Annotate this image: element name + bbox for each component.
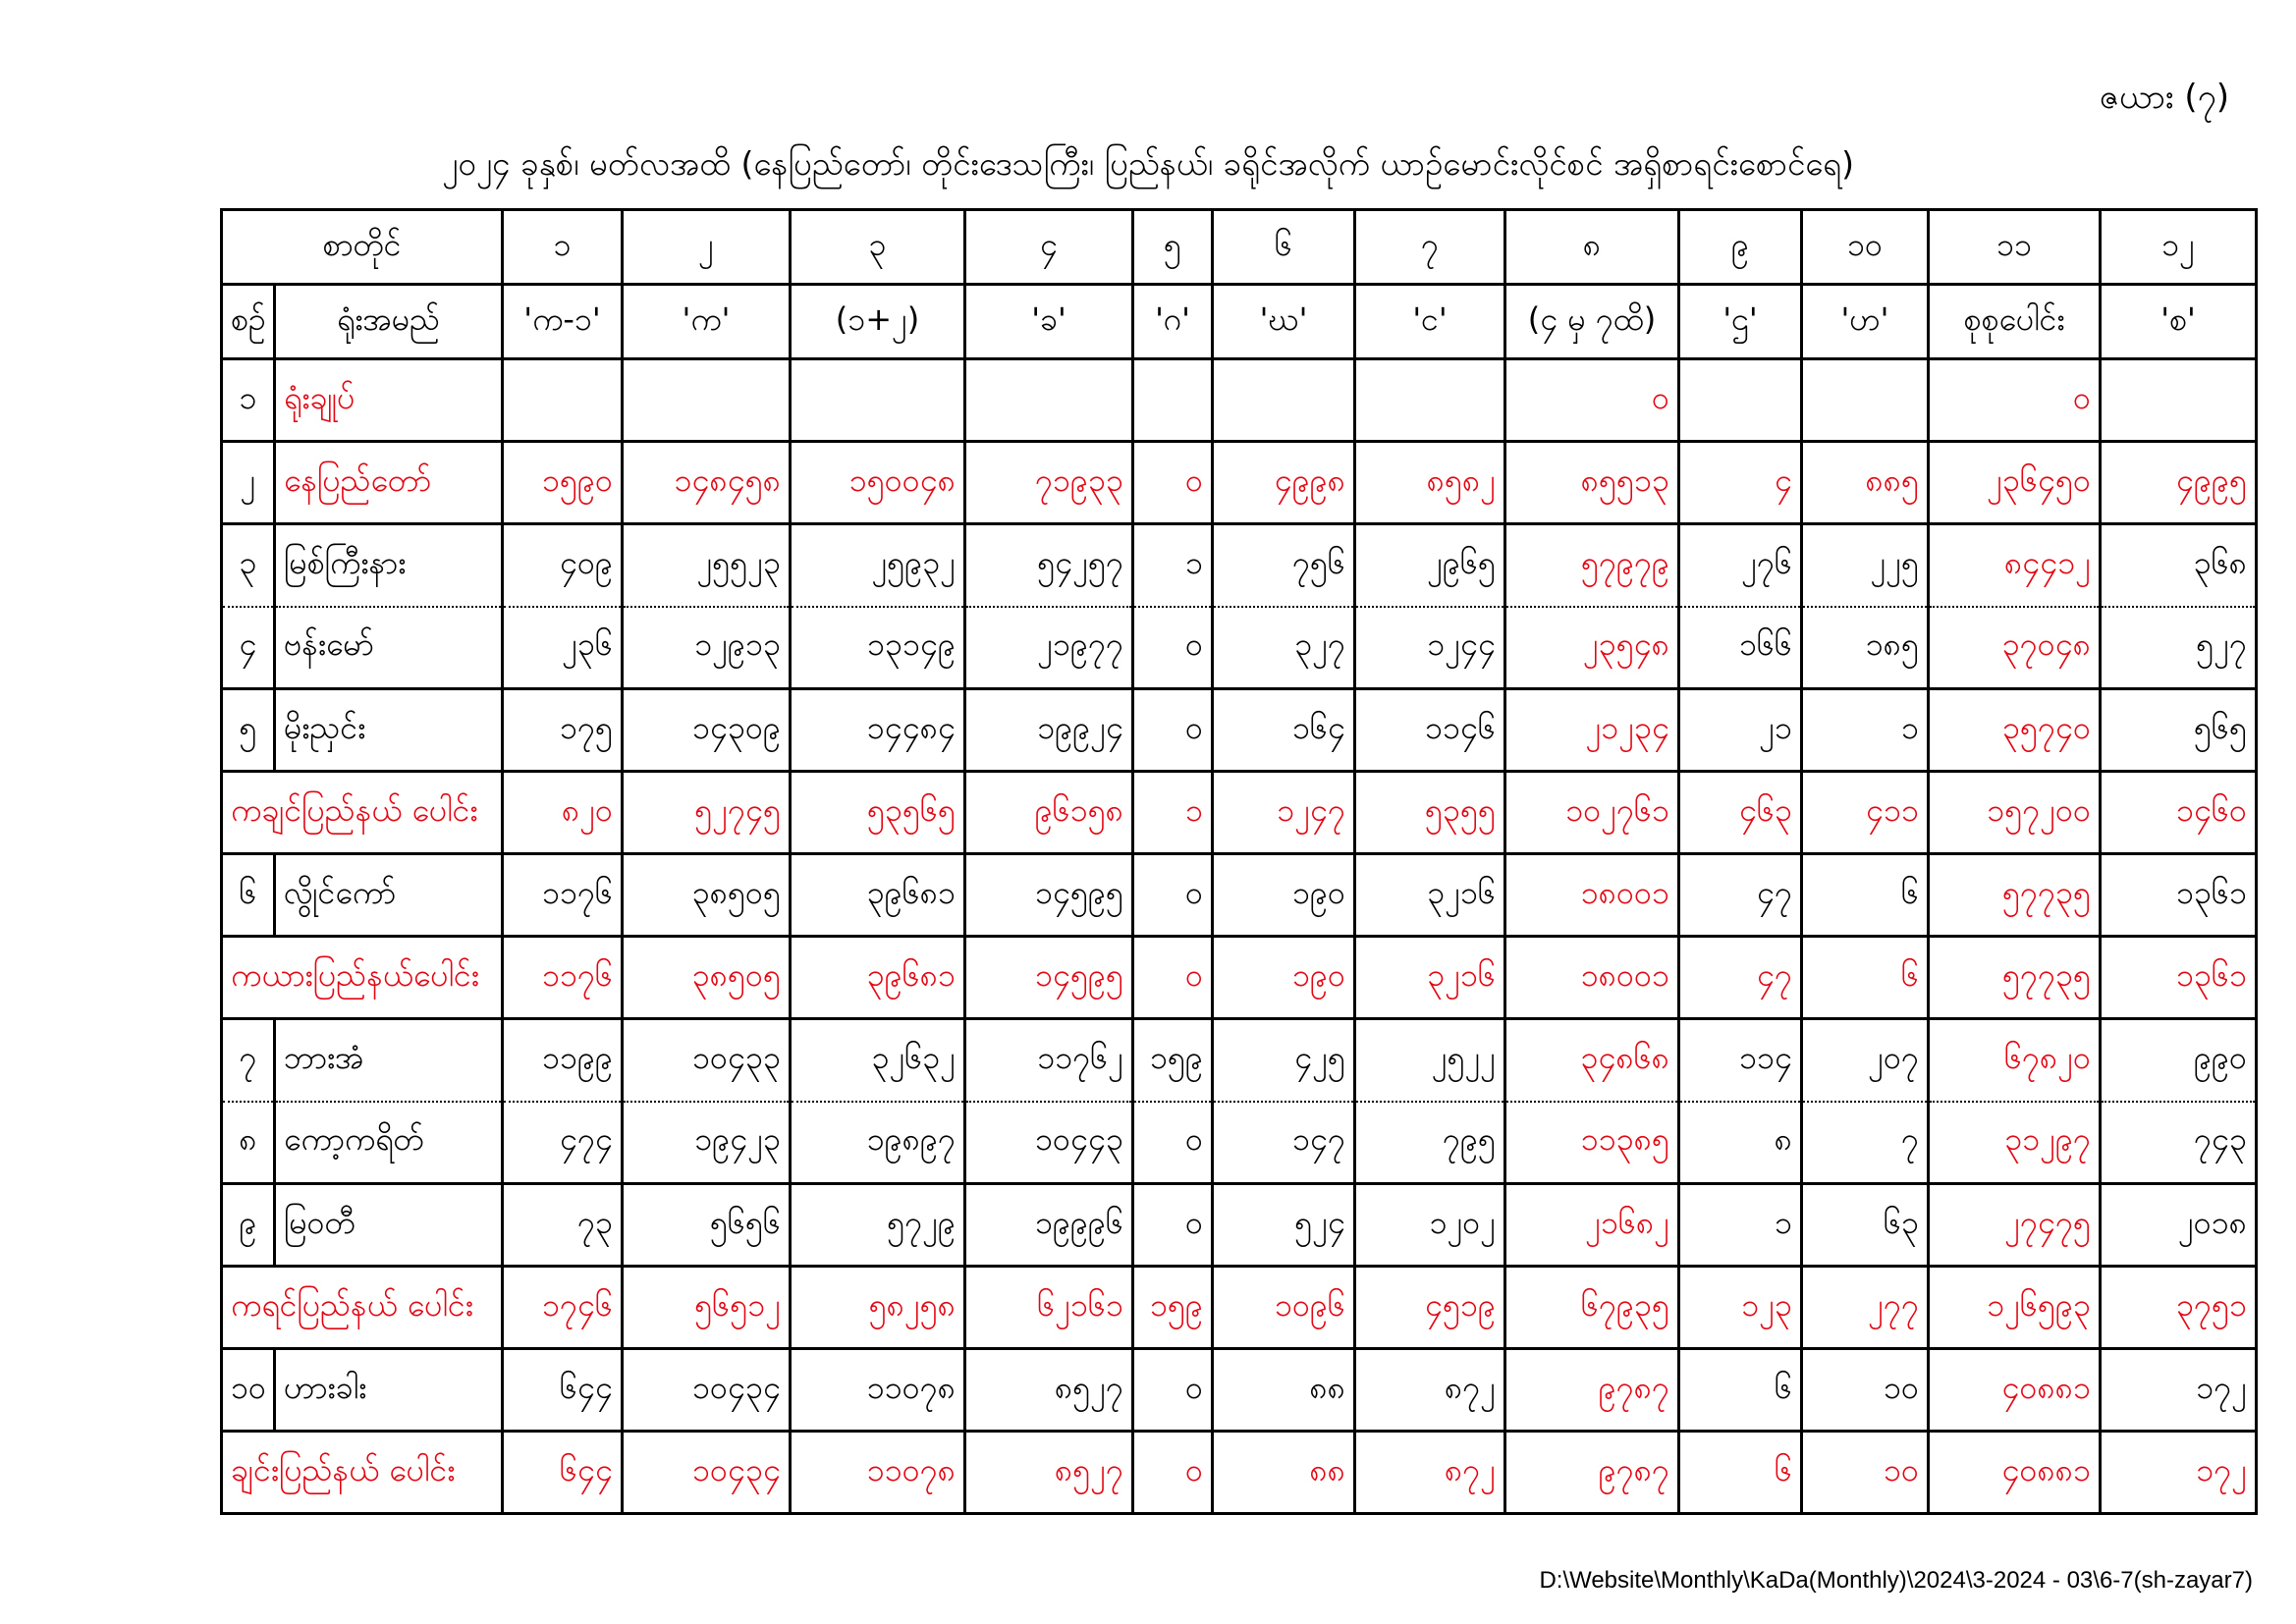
value-cell: ၆၄၄ — [503, 1432, 623, 1514]
value-cell: ၅၂၇၄၅ — [623, 772, 791, 854]
table-row — [222, 359, 2257, 442]
value-cell: ၁၇၄၆ — [503, 1267, 623, 1349]
value-cell: ၁၄၅၉၅ — [965, 937, 1133, 1019]
value-cell: ၃၇၅၁ — [2101, 1267, 2257, 1349]
value-cell: ၁၁၇၆ — [503, 937, 623, 1019]
value-cell: ၄၁၁ — [1802, 772, 1929, 854]
col-code: 'ဟ' — [1802, 285, 1929, 359]
table-row — [222, 1102, 2257, 1184]
value-cell: ၁၇၅ — [503, 689, 623, 772]
serial-number: ၄ — [222, 607, 275, 689]
office-name: မြဝတီ — [275, 1184, 503, 1267]
value-cell: ၁၄၅၉၅ — [965, 854, 1133, 937]
table-row — [222, 442, 2257, 524]
value-cell: ၁၄၈၄၅၈ — [623, 442, 791, 524]
serial-number: ၆ — [222, 854, 275, 937]
col-code: 'င' — [1355, 285, 1505, 359]
column-code-row — [222, 285, 2257, 359]
table-row — [222, 1019, 2257, 1102]
value-cell: ၅၂၇ — [2101, 607, 2257, 689]
value-cell: ၁၅၉ — [1133, 1019, 1213, 1102]
value-cell: ၈၅၂၇ — [965, 1349, 1133, 1432]
serial-number: ၇ — [222, 1019, 275, 1102]
value-cell: ၁၅၉ — [1133, 1267, 1213, 1349]
value-cell: ၂၂၅ — [1802, 524, 1929, 607]
value-cell: ၈၇၂ — [1355, 1349, 1505, 1432]
value-cell: ၂၃၆၄၅၀ — [1929, 442, 2101, 524]
value-cell: ၃၂၆၃၂ — [791, 1019, 965, 1102]
value-cell: ၅၆၅၆ — [623, 1184, 791, 1267]
value-cell: ၄၉၉၅ — [2101, 442, 2257, 524]
value-cell: ၄၉၉၈ — [1213, 442, 1355, 524]
value-cell: ၃၄၈၆၈ — [1505, 1019, 1679, 1102]
value-cell: ၆၄၄ — [503, 1349, 623, 1432]
office-name: ရုံးချုပ် — [275, 359, 503, 442]
col-code: (၄ မှ ၇ထိ) — [1505, 285, 1679, 359]
table-row-subtotal — [222, 1267, 2257, 1349]
value-cell — [1355, 359, 1505, 442]
col-number: ၂ — [623, 210, 791, 285]
value-cell: ၁၁၄ — [1679, 1019, 1802, 1102]
value-cell: ၃၂၁၆ — [1355, 854, 1505, 937]
col-number: ၉ — [1679, 210, 1802, 285]
serial-number: ၃ — [222, 524, 275, 607]
value-cell: ၂၇၇ — [1802, 1267, 1929, 1349]
value-cell: ၁၀၄၃၃ — [623, 1019, 791, 1102]
col-code: 'ဃ' — [1213, 285, 1355, 359]
value-cell: ၁၄၇ — [1213, 1102, 1355, 1184]
value-cell: ၈၄၄၁၂ — [1929, 524, 2101, 607]
value-cell: ၁ — [1133, 772, 1213, 854]
value-cell: ၆ — [1679, 1432, 1802, 1514]
value-cell: ၈၅၅၁၃ — [1505, 442, 1679, 524]
value-cell: ၁၄၃၀၉ — [623, 689, 791, 772]
value-cell: ၂၅၅၂၃ — [623, 524, 791, 607]
value-cell: ၈ — [1679, 1102, 1802, 1184]
value-cell: ၄၅၁၉ — [1355, 1267, 1505, 1349]
serial-number: ၉ — [222, 1184, 275, 1267]
office-name: ဗန်းမော် — [275, 607, 503, 689]
page-title: ၂၀၂၄ ခုနှစ်၊ မတ်လအထိ (နေပြည်တော်၊ တိုင်းဒေသကြီး၊ ပြည်နယ်၊ ခရိုင်အလိုက် ယာဉ်မောင်းလိုင်စင် အရှိစာရင်းစောင်ရေ) — [441, 144, 1854, 183]
value-cell: ၃၂၁၆ — [1355, 937, 1505, 1019]
value-cell: ၉၇၈၇ — [1505, 1349, 1679, 1432]
col-code: 'ဌ' — [1679, 285, 1802, 359]
value-cell: ၄ — [1679, 442, 1802, 524]
value-cell — [503, 359, 623, 442]
value-cell: ၈၈ — [1213, 1349, 1355, 1432]
table-row — [222, 689, 2257, 772]
value-cell: ၁၂၉၁၃ — [623, 607, 791, 689]
value-cell: ၁၀၉၆ — [1213, 1267, 1355, 1349]
value-cell: ၁၉၉၂၄ — [965, 689, 1133, 772]
value-cell: ၃၉၆၈၁ — [791, 937, 965, 1019]
value-cell: ၂၀၁၈ — [2101, 1184, 2257, 1267]
value-cell — [1802, 359, 1929, 442]
value-cell: ၅၈၂၅၈ — [791, 1267, 965, 1349]
value-cell: ၆ — [1679, 1349, 1802, 1432]
value-cell: ၁ — [1133, 524, 1213, 607]
value-cell: ၈၅၂၇ — [965, 1432, 1133, 1514]
table-body — [222, 359, 2257, 1514]
value-cell — [1133, 359, 1213, 442]
value-cell: ၂၃၅၄၈ — [1505, 607, 1679, 689]
value-cell: ၃၁၂၉၇ — [1929, 1102, 2101, 1184]
subtotal-label: ကယားပြည်နယ်ပေါင်း — [222, 937, 503, 1019]
subtotal-label: ကချင်ပြည်နယ် ပေါင်း — [222, 772, 503, 854]
table-row — [222, 1184, 2257, 1267]
value-cell: ၄၀၉ — [503, 524, 623, 607]
value-cell: ၇၄၃ — [2101, 1102, 2257, 1184]
table-row — [222, 524, 2257, 607]
col-code: 'က-၁' — [503, 285, 623, 359]
value-cell: ၁၉၀ — [1213, 937, 1355, 1019]
office-name: ဟားခါး — [275, 1349, 503, 1432]
value-cell: ၀ — [1505, 359, 1679, 442]
col-code: 'ခ' — [965, 285, 1133, 359]
value-cell: ၁၀၄၃၄ — [623, 1432, 791, 1514]
serial-number: ၂ — [222, 442, 275, 524]
value-cell: ၂၅၂၂ — [1355, 1019, 1505, 1102]
serial-number: ၁ — [222, 359, 275, 442]
serial-number: ၅ — [222, 689, 275, 772]
value-cell: ၇၅၆ — [1213, 524, 1355, 607]
value-cell: ၅၆၅ — [2101, 689, 2257, 772]
col-code: 'စ' — [2101, 285, 2257, 359]
col-number: ၆ — [1213, 210, 1355, 285]
value-cell: ၁၃၆၁ — [2101, 854, 2257, 937]
value-cell: ၁၂၆၅၉၃ — [1929, 1267, 2101, 1349]
value-cell: ၁၁၀၇၈ — [791, 1432, 965, 1514]
value-cell: ၁၇၂ — [2101, 1432, 2257, 1514]
file-path-footer: D:\Website\Monthly\KaDa(Monthly)\2024\3-2024 - 03\6-7(sh-zayar7) — [1539, 1567, 2253, 1594]
value-cell: ၂၇၆ — [1679, 524, 1802, 607]
value-cell: ၄၂၅ — [1213, 1019, 1355, 1102]
value-cell: ၁၅၉၀ — [503, 442, 623, 524]
value-cell: ၄၆၃ — [1679, 772, 1802, 854]
office-name: ဘားအံ — [275, 1019, 503, 1102]
col-number: ၁၀ — [1802, 210, 1929, 285]
value-cell: ၃၉၆၈၁ — [791, 854, 965, 937]
value-cell: ၇၉၅ — [1355, 1102, 1505, 1184]
value-cell: ၁၀ — [1802, 1432, 1929, 1514]
value-cell: ၅၂၄ — [1213, 1184, 1355, 1267]
license-table — [220, 208, 2258, 1515]
value-cell: ၀ — [1133, 1349, 1213, 1432]
col-code: စုစုပေါင်း — [1929, 285, 2101, 359]
value-cell: ၁၁၃၈၅ — [1505, 1102, 1679, 1184]
value-cell: ၁၅၀၀၄၈ — [791, 442, 965, 524]
table-row-subtotal — [222, 937, 2257, 1019]
office-name: နေပြည်တော် — [275, 442, 503, 524]
col-number: ၁ — [503, 210, 623, 285]
value-cell: ၁၀၂၇၆၁ — [1505, 772, 1679, 854]
value-cell: ၂၁၉၇၇ — [965, 607, 1133, 689]
value-cell: ၀ — [1133, 1184, 1213, 1267]
value-cell: ၃၈၅၀၅ — [623, 937, 791, 1019]
value-cell: ၅၃၅၆၅ — [791, 772, 965, 854]
table-row-subtotal — [222, 1432, 2257, 1514]
value-cell: ၁၁၇၆၂ — [965, 1019, 1133, 1102]
value-cell: ၂၃၆ — [503, 607, 623, 689]
value-cell: ၁၉၈၉၇ — [791, 1102, 965, 1184]
value-cell: ၂၇၄၇၅ — [1929, 1184, 2101, 1267]
value-cell: ၀ — [1133, 442, 1213, 524]
table-number-label: ဇယား (၇) — [2099, 78, 2229, 117]
value-cell: ၅၇၉၇၉ — [1505, 524, 1679, 607]
value-cell: ၇၁၉၃၃ — [965, 442, 1133, 524]
value-cell: ၁၈၀၀၁ — [1505, 937, 1679, 1019]
value-cell: ၀ — [1133, 1432, 1213, 1514]
value-cell: ၆ — [1802, 937, 1929, 1019]
value-cell: ၅၇၂၉ — [791, 1184, 965, 1267]
value-cell: ၁၈၀၀၁ — [1505, 854, 1679, 937]
value-cell: ၁၁၇၆ — [503, 854, 623, 937]
value-cell: ၃၇၀၄၈ — [1929, 607, 2101, 689]
value-cell: ၉၆၁၅၈ — [965, 772, 1133, 854]
col-number: ၅ — [1133, 210, 1213, 285]
value-cell: ၂၁ — [1679, 689, 1802, 772]
value-cell: ၄၇၄ — [503, 1102, 623, 1184]
value-cell: ၁၇၂ — [2101, 1349, 2257, 1432]
table-row — [222, 607, 2257, 689]
value-cell: ၁၃၁၄၉ — [791, 607, 965, 689]
value-cell: ၁၂၃ — [1679, 1267, 1802, 1349]
serial-header: စဉ် — [222, 285, 275, 359]
value-cell: ၆၂၁၆၁ — [965, 1267, 1133, 1349]
value-cell: ၁၁၄၆ — [1355, 689, 1505, 772]
value-cell: ၀ — [1133, 607, 1213, 689]
value-cell — [2101, 359, 2257, 442]
value-cell: ၁၉၀ — [1213, 854, 1355, 937]
value-cell: ၉၇၈၇ — [1505, 1432, 1679, 1514]
value-cell: ၈၈၅ — [1802, 442, 1929, 524]
value-cell: ၁၄၄၈၄ — [791, 689, 965, 772]
table-row — [222, 1349, 2257, 1432]
value-cell: ၅၄၂၅၇ — [965, 524, 1133, 607]
value-cell — [965, 359, 1133, 442]
col-number: ၁၁ — [1929, 210, 2101, 285]
value-cell: ၄၀၈၈၁ — [1929, 1432, 2101, 1514]
value-cell: ၁၃၆၁ — [2101, 937, 2257, 1019]
value-cell: ၁၄၆၀ — [2101, 772, 2257, 854]
office-name: မိုးညှင်း — [275, 689, 503, 772]
value-cell: ၆၃ — [1802, 1184, 1929, 1267]
value-cell — [1679, 359, 1802, 442]
value-cell: ၁၆၆ — [1679, 607, 1802, 689]
col-number: ၇ — [1355, 210, 1505, 285]
col-code: 'ဂ' — [1133, 285, 1213, 359]
office-name: မြစ်ကြီးနား — [275, 524, 503, 607]
value-cell: ၇ — [1802, 1102, 1929, 1184]
value-cell: ၁ — [1802, 689, 1929, 772]
value-cell: ၂၁၆၈၂ — [1505, 1184, 1679, 1267]
value-cell: ၇၃ — [503, 1184, 623, 1267]
value-cell: ၈၈ — [1213, 1432, 1355, 1514]
value-cell: ၀ — [1133, 1102, 1213, 1184]
value-cell: ၁၀၄၄၃ — [965, 1102, 1133, 1184]
value-cell — [1213, 359, 1355, 442]
col-number: ၄ — [965, 210, 1133, 285]
serial-number: ၈ — [222, 1102, 275, 1184]
serial-number: ၁၀ — [222, 1349, 275, 1432]
value-cell: ၂၉၆၅ — [1355, 524, 1505, 607]
column-label-header: စာတိုင် — [222, 210, 503, 285]
value-cell: ၈၅၈၂ — [1355, 442, 1505, 524]
column-number-row — [222, 210, 2257, 285]
value-cell: ၁၂၄၇ — [1213, 772, 1355, 854]
value-cell: ၀ — [1133, 937, 1213, 1019]
value-cell: ၂၁၂၃၄ — [1505, 689, 1679, 772]
value-cell: ၁၁၉၉ — [503, 1019, 623, 1102]
value-cell: ၀ — [1929, 359, 2101, 442]
col-number: ၃ — [791, 210, 965, 285]
col-number: ၁၂ — [2101, 210, 2257, 285]
value-cell — [791, 359, 965, 442]
table-row-subtotal — [222, 772, 2257, 854]
value-cell: ၅၇၇၃၅ — [1929, 854, 2101, 937]
value-cell: ၃၂၇ — [1213, 607, 1355, 689]
subtotal-label: ကရင်ပြည်နယ် ပေါင်း — [222, 1267, 503, 1349]
value-cell: ၁၂၀၂ — [1355, 1184, 1505, 1267]
value-cell: ၄၇ — [1679, 937, 1802, 1019]
col-code: (၁+၂) — [791, 285, 965, 359]
col-number: ၈ — [1505, 210, 1679, 285]
value-cell: ၈၂၀ — [503, 772, 623, 854]
value-cell: ၀ — [1133, 854, 1213, 937]
value-cell: ၂၀၇ — [1802, 1019, 1929, 1102]
col-code: 'က' — [623, 285, 791, 359]
value-cell: ၄၀၈၈၁ — [1929, 1349, 2101, 1432]
value-cell: ၁၈၅ — [1802, 607, 1929, 689]
value-cell: ၆ — [1802, 854, 1929, 937]
value-cell: ၃၈၅၀၅ — [623, 854, 791, 937]
subtotal-label: ချင်းပြည်နယ် ပေါင်း — [222, 1432, 503, 1514]
value-cell: ၃၆၈ — [2101, 524, 2257, 607]
value-cell: ၁၀ — [1802, 1349, 1929, 1432]
value-cell: ၅၇၇၃၅ — [1929, 937, 2101, 1019]
value-cell: ၁၅၇၂၀၀ — [1929, 772, 2101, 854]
value-cell: ၅၆၅၁၂ — [623, 1267, 791, 1349]
value-cell: ၀ — [1133, 689, 1213, 772]
office-name-header: ရုံးအမည် — [275, 285, 503, 359]
office-name: ကော့ကရိတ် — [275, 1102, 503, 1184]
value-cell: ၆၇၈၂၀ — [1929, 1019, 2101, 1102]
value-cell: ၁၀၄၃၄ — [623, 1349, 791, 1432]
value-cell: ၈၇၂ — [1355, 1432, 1505, 1514]
value-cell: ၂၅၉၃၂ — [791, 524, 965, 607]
table-row — [222, 854, 2257, 937]
value-cell: ၆၇၉၃၅ — [1505, 1267, 1679, 1349]
value-cell: ၃၅၇၄၀ — [1929, 689, 2101, 772]
value-cell — [623, 359, 791, 442]
value-cell: ၁၉၉၉၆ — [965, 1184, 1133, 1267]
value-cell: ၁၂၄၄ — [1355, 607, 1505, 689]
value-cell: ၉၉၀ — [2101, 1019, 2257, 1102]
value-cell: ၅၃၅၅ — [1355, 772, 1505, 854]
value-cell: ၁၉၄၂၃ — [623, 1102, 791, 1184]
value-cell: ၄၇ — [1679, 854, 1802, 937]
value-cell: ၁၁၀၇၈ — [791, 1349, 965, 1432]
value-cell: ၁၆၄ — [1213, 689, 1355, 772]
value-cell: ၁ — [1679, 1184, 1802, 1267]
office-name: လွိုင်ကော် — [275, 854, 503, 937]
